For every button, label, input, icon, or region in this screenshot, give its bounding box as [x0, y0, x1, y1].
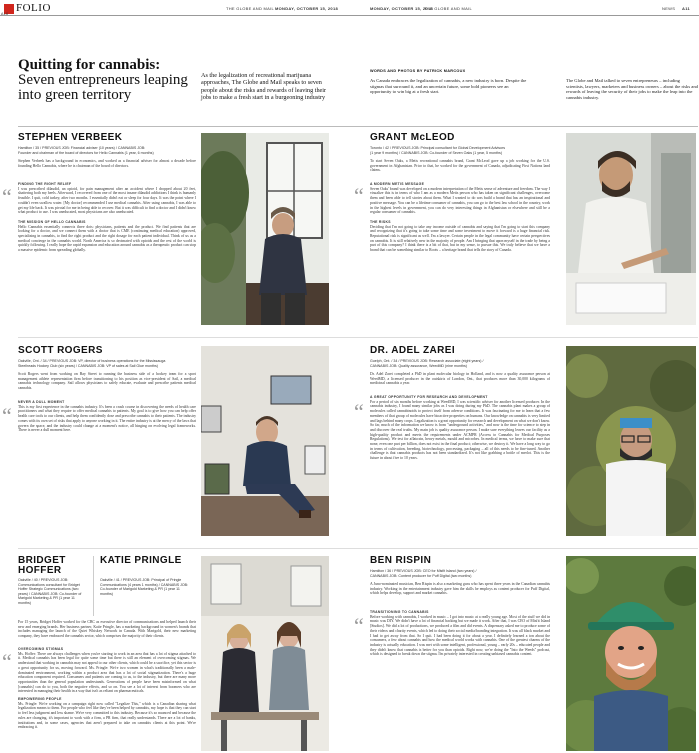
profile-lead-mcleod: To start Seven Oaks, a Metis recreational cannabis brand, Grant McLeod gave up a job working for the U.S. government in Afghanistan. Prior to that, he worked for the government of Canada, adjudicating First Nations land claims. [370, 159, 550, 173]
profile-lead-rispin: A Juno-nominated musician, Ben Rispin is also a marketing guru who has spent three years in the Canadian cannabis industry. Working in the entertainment industry gave him the skills he employs as content producer for Puff Digital, which helps develop, support and market cannabis. [370, 582, 550, 596]
paragraph: Deciding that I'm not going to take any income outside of cannabis and saying that I'm going to start this company and recognizing that it's going to take some time and some investment to move it forward is a huge financial risk. Reputational risk is significant as well. I'm a lawyer. Certain people in the legal community have certain perspectives on cannabis. It is still relatively new in the majority of people. Am I bringing that upon myself in the trade by being a part of this company? I think there is a bit of that, but in my sense, to pursue this. We truly believe that we have a brand that can be something similar to Roots – a heritage brand that tells the story of Canada. [370, 224, 550, 253]
quote-mark-icon: “ [354, 613, 364, 638]
profile-meta-rogers [18, 359, 198, 368]
photo-rispin [566, 556, 696, 751]
right-date: MONDAY, OCTOBER 15, 2018 [370, 6, 433, 11]
profile-meta-hoffer: Oakville / 40 / PREVIOUS JOB: Communications consultant for Bridget Hoffer Strategic Communications (two years) / CANNABIS JOB: Co-founder of Marigold Marketing & PR (1 year 11 months) [18, 578, 82, 605]
profile-name-verbeek: STEPHEN VERBEEK [18, 132, 123, 143]
meta-line: Guelph, Ont. / 34 / PREVIOUS JOB: Research associate (eight years) / [370, 359, 484, 363]
profile-body-rogers [18, 398, 196, 458]
byline: WORDS AND PHOTOS BY PATRICK MARCOUX [370, 69, 466, 73]
paragraph: Ms. Pringle: We're working on a campaign right now called "Legalize This," which is a Canadian sharing what legalization means to them. For people who feel like they've been helped by cannabis, my hope is that they can start to feel less judgment and less shame. We're very committed to this industry. Because it's so nuanced and because the rules are changing, it's important to work with a firm, a PR firm, that really understands. There are a lot of banks, institutions and, in some cases, agencies that aren't prepared to take on cannabis clients at this point. We're embracing it. [18, 701, 196, 730]
paragraph: Seven Oaks' brand was developed on a modern interpretation of the Metis sense of adventure and freedom. The way I visualize this is in terms of who I am as a modern Metis person who has taken on significant challenges, overcome them and been able to tell stories about them. What I wanted to do was build a brand that has an inspirational and positive message. You can be a lifetime consumer of cannabis, you can go to the best law school in the country, work in the highest levels in government, you can do very interesting things in Afghanistan or elsewhere and still be a regular consumer of cannabis. [370, 186, 550, 215]
page-number-left: A16 [1, 12, 9, 16]
photo-rogers [201, 346, 329, 536]
profile-meta-zarei [370, 359, 560, 368]
profile-body-verbeek [18, 180, 196, 325]
section-heading: A GREAT OPPORTUNITY FOR RESEARCH AND DEVELOPMENT [370, 395, 488, 399]
profile-meta-verbeek [18, 146, 198, 155]
meta-line: CANNABIS JOB: Quality assurance, WeedMD (nine months) [370, 363, 467, 368]
profile-lead-rogers: Scott Rogers went from working on Bay Street to running the business side of a hockey team for a sport management athlete representation firm before transitioning to his position as vice-president of Sail, a medical cannabis technology company. Sail allows physicians to safely educate, evaluate and prescribe patients medical cannabis. [18, 372, 196, 391]
photo-verbeek [201, 133, 329, 325]
intro-right: The Globe and Mail talked to seven entrepreneurs – including scientists, lawyers, marketers and business owners – about the risks and rewards of leaving the security of their jobs to make the leap into the cannabis industry. [566, 78, 698, 100]
quote-mark-icon: “ [354, 183, 364, 208]
section-heading: FINDING THE RIGHT RELIEF [18, 182, 72, 186]
profile-name-pringle: KATIE PRINGLE [100, 555, 182, 566]
right-section-label: NEWS [662, 6, 676, 11]
section-heading: THE MISSION OF HELLO CANNABIS [18, 219, 86, 224]
paragraph: For a period of six months before working at WeedMD, I was scientific adviser for another licensed producer. In the cannabis industry, I found many similar jobs as I was doing during my PhD. The cannabis plant makes a group of molecules called cannabinoids to protect itself from adverse conditions. It was fascinating for me to learn that a few members of that group of molecules have bioactive properties on humans. Our knowledge on cannabis is very limited and lags behind many crops. Legalization is a great opportunity for research and development on what we don't know. So far, much of the information we know is from "underground activities," and now is the time for science to step in and discover the real truths. My main job is quality assurance person. I make sure everything leaves our facility as a high-quality product and meets the requirements under ACMPR (Access to Cannabis for Medical Purposes Regulations). We test for aflatoxin, heavy metals, mould and microbes. In medical terms, we have to make sure that none, even one part per billion, does not exist in the final product; otherwise, we destroy it. We have a long way to go in terms of cultivation, breeding, biotechnology, processing, packaging – all of this needs to be fine-tuned. Another challenge is that cannabis products has not been standardized. It's not like grabbing a bottle of merlot. This is the future in about five to 10 years. [370, 399, 550, 461]
right-paper-name: THE GLOBE AND MAIL [424, 6, 473, 11]
section-heading: TRANSITIONING TO CANNABIS [370, 610, 429, 614]
headline-title: Quitting for cannabis: [18, 57, 161, 73]
profile-body-duo [18, 645, 196, 751]
top-rule [0, 15, 699, 16]
photo-zarei [566, 346, 696, 536]
meta-line: Hamilton / 35 / PREVIOUS JOB: Financial adviser (10 years) / CANNABIS JOB: [18, 146, 146, 150]
row-rule [18, 548, 698, 549]
section-heading: NEVER A DULL MOMENT [18, 400, 65, 404]
profile-meta-mcleod [370, 146, 560, 155]
page-number-right: A11 [682, 6, 691, 11]
meta-line: Steelheads Hockey Club (six years) / CANNABIS JOB: VP of sales at Sail Glue months) [18, 363, 158, 368]
headline [18, 58, 198, 103]
profile-meta-rispin [370, 569, 560, 578]
profile-name-zarei: DR. ADEL ZAREI [370, 345, 456, 356]
quote-mark-icon: “ [2, 649, 12, 674]
quote-mark-icon: “ [354, 399, 364, 424]
section-heading: OVERCOMING STIGMAS [18, 647, 64, 651]
quote-mark-icon: “ [2, 403, 12, 428]
paragraph: I was prescribed dilaudid, an opioid, for pain management after an accident where I dropped about 20 feet, shattering both my heels. Afterward, I recovered from one of the most insane dilaudid addictions I think is humanly feasible. I quit, cold turkey, after two months. I essentially didn't eat or sleep for four days. It was the point where I couldn't even swallow water. [My doctor] recommended I use medical cannabis. After using cannabis, I was able to get my life back. It was pivotal for me in being able to recover. But it was difficult to find a doctor and I didn't know what product to use. I was uneducated, most physicians are also uneducated. [18, 186, 196, 215]
profile-name-rispin: BEN RISPIN [370, 555, 432, 566]
deck-text: As the legalization of recreational marijuana approaches, The Globe and Mail speaks to seven people about the risks and rewards of leaving their jobs to make a fresh start in a burgeoning industry [201, 72, 327, 101]
profile-lead-zarei: Dr. Adel Zarei completed a PhD in plant molecular biology in Holland, and is now a quality assurance person at WeedMD, a licensed producer in the outskirts of London, Ont., that produces more than 30,000 kilograms of medicinal cannabis a year. [370, 372, 550, 386]
headline-subtitle: Seven entrepreneurs leaping into green territory [18, 72, 188, 103]
profile-lead-verbeek: Stephen Verbeek has a background in economics, and worked as a financial adviser for almost a decade before founding Hello Cannabis, where he is chairman of the board of directors. [18, 159, 196, 168]
section-folio-label: FOLIO [16, 2, 51, 14]
profile-body-rispin [370, 608, 550, 708]
meta-line: Founder and chairman of the board of directors for Hello Cannabis (1 year, 6 months) [18, 150, 154, 155]
profile-lead-duo: For 15 years, Bridget Hoffer worked for the CBC as executive director of communications and helped launch their new and emerging brands. Her business partner, Katie Pringle, has a marketing background in women's brands that includes managing the launch of the Quiet Whiskey Network in Canada. With Marigold, their new marketing company, they have embraced the cannabis sector, which comprises the majority of their clients. [18, 620, 196, 639]
profile-name-hoffer: BRIDGET HOFFER [18, 555, 66, 576]
left-date: MONDAY, OCTOBER 15, 2018 [275, 6, 338, 11]
paragraph: Ms. Hoffer: There are always challenges when you're starting to work in an area that has a lot of stigma attached to it. Medical cannabis has been legal for quite some time but there is still an element of overcoming stigmas. We understand that working in cannabis may not appeal to our other clients, which could be a sacrifice, yet this sector is a great opportunity for us, moving forward. Ms. Pringle: We're two women in what's traditionally been a male-dominated environment, working within a product area that has a lot of social stigmatization. There's a huge education component required. Consumers and patients are coming to us, to the industry, but there are many more opportunities than the general population understands. Generations of people have been misinformed on what [cannabis] can do to you, both the negative effects, and so on. You see a lot of interest from boomers who are interested in managing their health in a way that isn't as reliant on pharmaceuticals. [18, 651, 196, 694]
meta-line: CANNABIS JOB: Content producer for Puff Digital (two months) [370, 573, 472, 578]
profile-body-mcleod [370, 180, 550, 325]
section-heading: THE RISKS [370, 219, 391, 224]
column-divider [93, 556, 94, 616]
paragraph: This is my first experience in the cannabis industry. It's been a crash course in discovering the needs of health care practitioners and what they require to offer medical cannabis to patients. My goal is to give how you can help offer health care tools to our clients, and help them confidently dose and prescribe cannabis to their patients. The industry comes with its own set of risks that apply to anyone working in it. The entire industry is at the mercy of the laws that govern the space, and the industry could change at a moment's notice, all hinging on evolving legal frameworks. There is never a dull moment here. [18, 404, 196, 433]
profile-name-mcleod: GRANT McLEOD [370, 132, 455, 143]
paragraph: Before working with cannabis, I worked in music – I got into music at a really young age. Most of the stuff we did in music was DIY. We didn't have a lot of financial backing but we made it work. After that, I was CEO of Misfit Island [Studios]. We did a lot of productions, we produced a film and did events. A dispensary asked me to produce some of their videos and charity events, which led to doing their social media/branding integration. It was all black market and I had to get away from that. So I quit. I had been doing it for about a year. I definitely learned a ton about the consumers, a few about cannabis and how the medical world works with cannabis. One of the greatest charms of the industry is actually education. I was met with some intelligent, professional, young – early 20s – educated people and they didn't know that cannabis is better for you than opioids. Right now, we're doing the "Into the Weeds" podcast, which is designed to break down the stigma. I'm privately interested in creating unbiased cannabis content. [370, 614, 550, 657]
profile-body-zarei [370, 393, 550, 518]
photo-hoffer-pringle [201, 556, 329, 751]
meta-line: Hamilton / 36 / PREVIOUS JOB: CEO for Misfit Island (two years) / [370, 569, 477, 573]
photo-mcleod [566, 133, 696, 325]
quote-mark-icon: “ [2, 184, 12, 209]
section-rule [18, 126, 698, 127]
profile-name-rogers: SCOTT ROGERS [18, 345, 103, 356]
section-heading: A MODERN METIS MESSAGE [370, 182, 425, 186]
row-rule [18, 337, 698, 338]
meta-line: (1 year 9 months) / CANNABIS JOB: Co-founder of Seven Oaks (1 year, 5 months) [370, 150, 503, 155]
section-heading: EMPOWERING PEOPLE [18, 697, 62, 702]
profile-meta-pringle: Oakville / 41 / PREVIOUS JOB: Principal of Pringle Communications (4 years 1 months) / CANNABIS JOB: Co-founder of Marigold Marketing & PR (1 year 11 months) [100, 578, 189, 596]
meta-line: Toronto / 42 / PREVIOUS JOB: Principal consultant for Global Development Advisors [370, 146, 506, 150]
paragraph: Hello Cannabis essentially connects three dots: physicians, patients and the product. We find patients that are looking for a doctor, and we connect them with a doctor that is CME (continuing medical education) approved, specializing in cannabis, to find the right product and the right dosage for each patient individual. Think of us as a medical concierge in the cannabis world. North America is so decimated with opioids and the rest of the world is quickly following. I really hope the rapid expansion and education around cannabis as a therapeutic product can stop a massive epidemic from spreading globally. [18, 224, 196, 253]
intro-left: As Canada embraces the legalization of cannabis, a new industry is born. Despite the stigmas that surround it, and an uncertain future, some bold pioneers see an opportunity to win big at a fresh start. [370, 78, 527, 95]
meta-line: Oakville, Ont. / 34 / PREVIOUS JOB: VP, director of business operations for the Mississauga [18, 359, 166, 363]
left-paper-name: THE GLOBE AND MAIL [226, 6, 275, 11]
